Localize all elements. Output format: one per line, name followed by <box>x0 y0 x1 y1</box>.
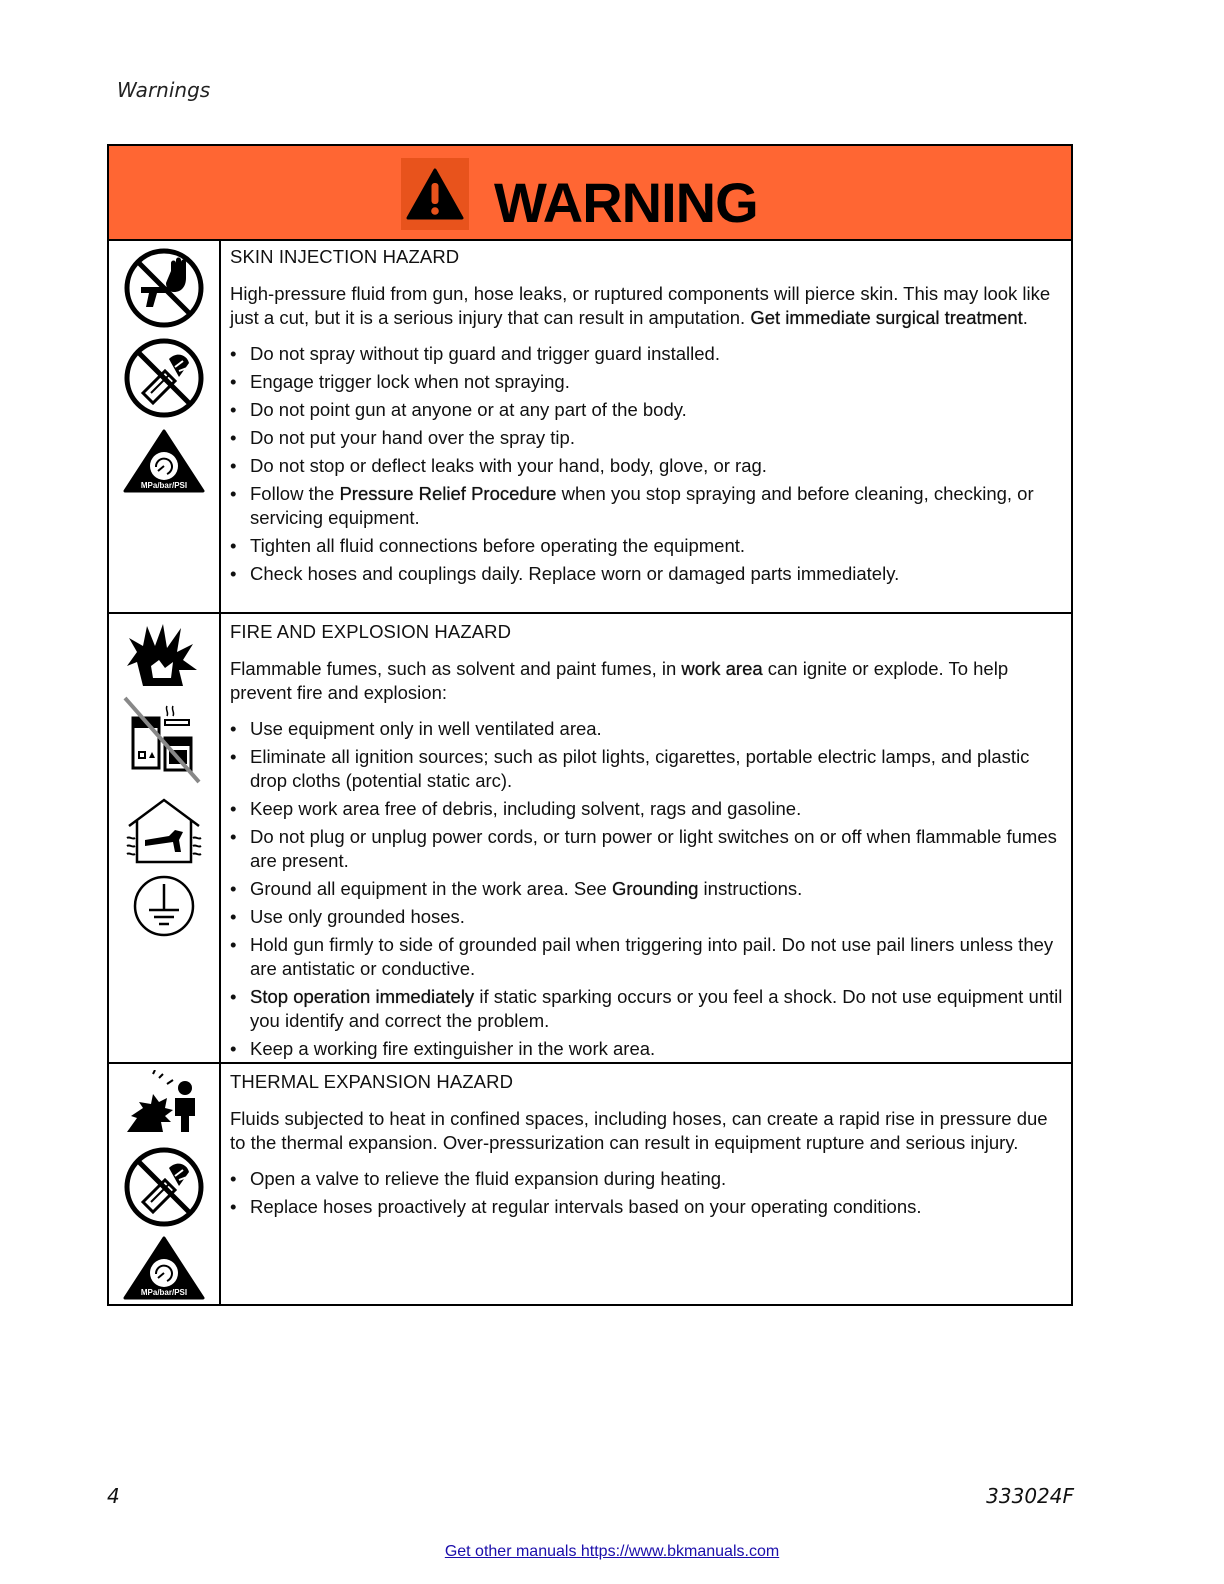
warning-triangle-icon <box>405 166 465 222</box>
hazard-title: THERMAL EXPANSION HAZARD <box>230 1071 514 1092</box>
hazard-title: FIRE AND EXPLOSION HAZARD <box>230 621 512 642</box>
no-ignition-sources-icon <box>123 696 205 786</box>
hazard-text <box>230 1070 1068 1223</box>
pressure-gauge-warning-icon <box>123 1236 205 1302</box>
alert-box <box>401 158 469 230</box>
description-emphasis: Get immediate surgical treatment <box>750 307 1023 328</box>
hazard-bullet: • Open a valve to relieve the fluid expansion during heating. <box>230 1167 1068 1191</box>
hazard-description: Fluids subjected to heat in confined spaces, including hoses, can create a rapid rise in pressure due to the thermal expansion. Over-pressurization can result in equipment rupture and serious injury. <box>230 1108 1048 1153</box>
ventilation-house-icon <box>123 796 205 868</box>
manuals-link[interactable]: Get other manuals https://www.bkmanuals.com <box>444 1543 780 1560</box>
hazard-bullet-list <box>230 717 1068 1061</box>
no-hose-leak-icon <box>123 1146 205 1228</box>
ground-icon <box>123 874 205 938</box>
bullet-emphasis: Pressure Relief Procedure <box>339 483 557 504</box>
hazard-bullet <box>230 482 1068 530</box>
hazard-icons <box>109 614 221 1062</box>
hazard-bullet: • Use only grounded hoses. <box>230 905 1068 929</box>
hazard-bullet-list <box>230 1167 1068 1219</box>
burst-injury-icon <box>123 1070 205 1136</box>
section-title: Warnings <box>117 78 211 102</box>
hazard-description <box>230 657 1068 705</box>
pressure-gauge-warning-icon <box>123 429 205 495</box>
hazard-bullet: • Tighten all fluid connections before operating the equipment. <box>230 534 1068 558</box>
hazard-bullet: • Do not stop or deflect leaks with your hand, body, glove, or rag. <box>230 454 1068 478</box>
bullet-emphasis: Stop operation immediately <box>250 986 475 1007</box>
description-text: Flammable fumes, such as solvent and paint fumes, in <box>230 658 682 679</box>
hazard-bullet: • Eliminate all ignition sources; such as pilot lights, cigarettes, portable electric lamps, and plastic drop cloths (potential static arc). <box>230 745 1068 793</box>
bullet-emphasis: Grounding <box>612 878 699 899</box>
no-hose-leak-icon <box>123 337 205 419</box>
hazard-bullet: • Keep work area free of debris, including solvent, rags and gasoline. <box>230 797 1068 821</box>
hazard-description <box>230 282 1068 330</box>
hazard-bullet: • Do not spray without tip guard and trigger guard installed. <box>230 342 1068 366</box>
description-text: can ignite or explode. To help prevent fire and explosion: <box>230 658 1009 703</box>
hazard-icons <box>109 1064 221 1304</box>
document-number: 333024F <box>986 1484 1074 1508</box>
hazard-bullet: • Do not put your hand over the spray tip. <box>230 426 1068 450</box>
bullet-text: Ground all equipment in the work area. See <box>250 878 612 899</box>
hazard-bullet: • Check hoses and couplings daily. Replace worn or damaged parts immediately. <box>230 562 1068 586</box>
hazard-bullet: • Replace hoses proactively at regular intervals based on your operating conditions. <box>230 1195 1068 1219</box>
hazard-bullet <box>230 985 1068 1033</box>
hazard-bullet: • Use equipment only in well ventilated area. <box>230 717 1068 741</box>
description-emphasis: work area <box>681 658 763 679</box>
hazard-row-thermal-expansion <box>109 1064 1071 1304</box>
hazard-bullet: • Hold gun firmly to side of grounded pail when triggering into pail. Do not use pail liners unless they are antistatic or conductive. <box>230 933 1068 981</box>
hazard-icons <box>109 239 221 612</box>
hazard-text <box>230 245 1068 590</box>
hazard-bullet: • Do not point gun at anyone or at any part of the body. <box>230 398 1068 422</box>
bullet-text: when you stop spraying and before cleaning, checking, or servicing equipment. <box>250 483 1034 528</box>
hazard-text <box>230 620 1068 1065</box>
hazard-bullet: • Do not plug or unplug power cords, or turn power or light switches on or off when flammable fumes are present. <box>230 825 1068 873</box>
hazard-bullet-list <box>230 342 1068 586</box>
gauge-label: MPa/bar/PSI <box>140 481 188 490</box>
explosion-icon <box>123 622 205 688</box>
warning-table <box>107 144 1073 1306</box>
page-number: 4 <box>107 1484 120 1508</box>
gauge-label: MPa/bar/PSI <box>140 1288 188 1297</box>
bullet-text: Follow the <box>250 483 340 504</box>
hazard-bullet: • Keep a working fire extinguisher in the work area. <box>230 1037 1068 1061</box>
hazard-row-skin-injection <box>109 239 1071 614</box>
description-text: High-pressure fluid from gun, hose leaks, or ruptured components will pierce skin. This may look like just a cut, but it is a serious injury that can result in amputation. <box>230 283 1051 328</box>
bullet-text: if static sparking occurs or you feel a shock. Do not use equipment until you identify and correct the problem. <box>250 986 1063 1031</box>
hazard-title: SKIN INJECTION HAZARD <box>230 246 460 267</box>
description-text: . <box>1022 307 1028 328</box>
warning-word: WARNING <box>494 171 758 234</box>
warning-banner <box>109 146 1071 241</box>
hazard-row-fire-explosion <box>109 614 1071 1064</box>
hazard-bullet: • Engage trigger lock when not spraying. <box>230 370 1068 394</box>
bullet-text: instructions. <box>698 878 803 899</box>
hazard-bullet <box>230 877 1068 901</box>
no-hand-near-gun-icon <box>123 247 205 329</box>
